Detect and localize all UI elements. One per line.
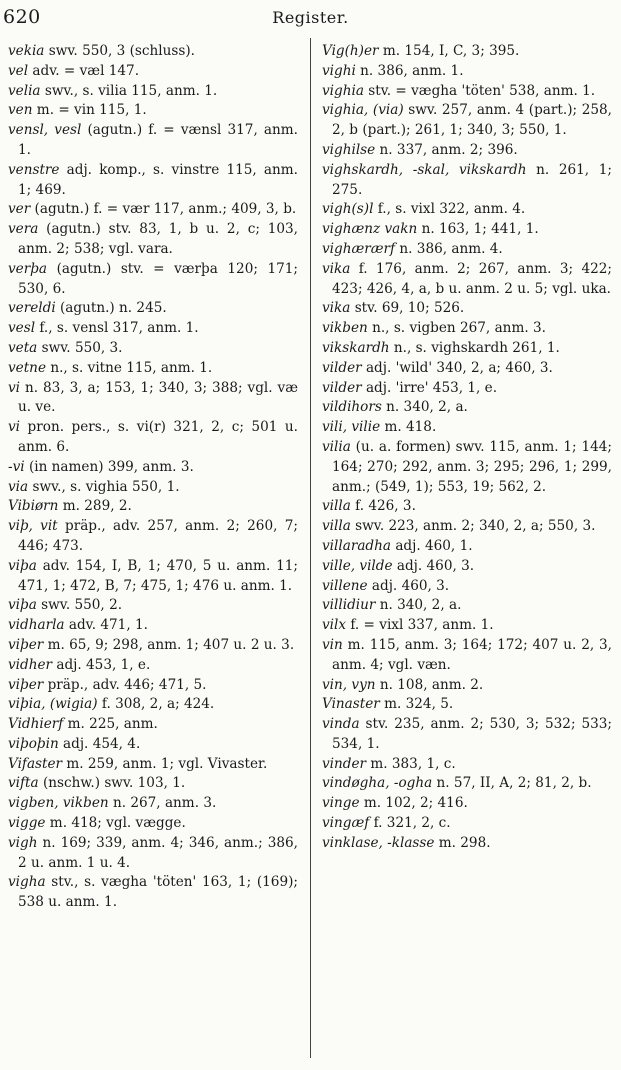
entry-lemma: vinda	[322, 716, 360, 733]
entry-lemma: via	[8, 478, 29, 495]
entry-references: adv. = væl 147.	[28, 62, 140, 79]
index-entry	[8, 359, 298, 379]
entry-references: m. 115, anm. 3; 164; 172; 407 u. 2, 3, anm. 4; vgl. væn.	[332, 636, 612, 673]
entry-lemma: vilia	[322, 438, 351, 455]
entry-lemma: ville, vilde	[322, 557, 393, 574]
entry-references: m. 102, 2; 416.	[359, 795, 468, 812]
entry-lemma: vinge	[322, 795, 360, 812]
entry-lemma: vika	[322, 300, 351, 317]
entry-lemma: vildihors	[322, 399, 382, 416]
entry-lemma: vighia	[322, 82, 364, 99]
entry-references: n. 261, 1; 275.	[332, 161, 612, 198]
entry-lemma: ver	[8, 201, 31, 218]
index-entry	[8, 517, 298, 557]
entry-lemma: vidharla	[8, 617, 65, 634]
index-entry	[322, 695, 612, 715]
entry-lemma: vin	[322, 636, 343, 653]
entry-lemma: vi	[8, 379, 21, 396]
entry-lemma: vighænz vakn	[322, 221, 418, 238]
index-entry	[322, 82, 612, 102]
index-entry	[322, 200, 612, 220]
entry-references: n. 386, anm. 4.	[395, 240, 503, 257]
entry-references: swv. 550, 3.	[37, 339, 123, 356]
entry-lemma: vesl	[8, 320, 36, 337]
index-entry	[322, 62, 612, 82]
index-entry	[322, 774, 612, 794]
entry-lemma: vetne	[8, 359, 46, 376]
entry-references: (agutn.) stv. 83, 1, b u. 2, c; 103, anm. 2; 538; vgl. vara.	[18, 221, 298, 257]
index-entry	[322, 794, 612, 814]
entry-lemma: vika	[322, 260, 351, 277]
entry-lemma: -vi	[8, 458, 25, 475]
index-entry	[8, 220, 298, 260]
entry-references: m. 289, 2.	[58, 498, 132, 515]
index-entry	[322, 161, 612, 201]
entry-lemma: vi	[8, 419, 21, 436]
index-entry	[8, 478, 298, 498]
entry-references: n. 83, 3, a; 153, 1; 340, 3; 388; vgl. væ u. ve.	[18, 379, 298, 416]
entry-lemma: viþoþin	[8, 735, 59, 752]
index-entry	[8, 42, 298, 62]
entry-references: stv. 69, 10; 526.	[350, 300, 465, 317]
index-entry	[8, 656, 298, 676]
index-entry	[8, 101, 298, 121]
index-entry	[322, 42, 612, 62]
entry-references: adv. 154, I, B, 1; 470, 5 u. anm. 11; 471, 1; 472, B, 7; 475, 1; 476 u. anm. 1.	[18, 557, 298, 594]
entry-references: (agutn.) f. = vænsl 317, anm. 1.	[18, 122, 298, 158]
index-entry	[322, 379, 612, 399]
entry-lemma: Vidhierf	[8, 716, 64, 733]
index-entry	[8, 379, 298, 419]
entry-lemma: vili, vilie	[322, 419, 381, 436]
entry-lemma: Vibiørn	[8, 498, 59, 515]
entry-lemma: vilx	[322, 617, 347, 634]
entry-lemma: vereldi	[8, 300, 56, 317]
right-column	[322, 42, 612, 854]
index-entry	[322, 834, 612, 854]
entry-lemma: Vifaster	[8, 755, 63, 772]
index-entry	[322, 141, 612, 161]
entry-lemma: viþer	[8, 676, 44, 693]
index-entry	[8, 260, 298, 300]
entry-lemma: vindøgha, -ogha	[322, 775, 433, 792]
index-entry	[322, 715, 612, 755]
index-entry	[8, 676, 298, 696]
index-entry	[8, 873, 298, 913]
index-entry	[8, 814, 298, 834]
entry-references: n. 163, 1; 441, 1.	[417, 221, 539, 238]
index-entry	[322, 319, 612, 339]
entry-references: adj. 'wild' 340, 2, a; 460, 3.	[361, 359, 553, 376]
index-entry	[8, 62, 298, 82]
entry-references: adj. 454, 4.	[58, 735, 141, 752]
entry-lemma: villaradha	[322, 537, 391, 554]
index-entry	[8, 418, 298, 458]
entry-references: swv. 223, anm. 2; 340, 2, a; 550, 3.	[350, 518, 596, 535]
entry-references: adj. 'irre' 453, 1, e.	[361, 379, 498, 396]
index-entry	[322, 557, 612, 577]
entry-references: m. 383, 1, c.	[366, 755, 456, 772]
entry-references: m. 418.	[380, 419, 437, 436]
index-entry	[322, 755, 612, 775]
entry-references: f., s. vixl 322, anm. 4.	[373, 201, 526, 218]
index-entry	[8, 121, 298, 161]
entry-lemma: vensl, vesl	[8, 122, 82, 139]
page-header	[0, 6, 621, 32]
left-column	[8, 42, 298, 913]
entry-lemma: vel	[8, 62, 29, 79]
index-entry	[8, 200, 298, 220]
entry-lemma: vekia	[8, 43, 45, 59]
entry-references: m. 154, I, C, 3; 395.	[378, 43, 520, 59]
entry-references: adj. 460, 3.	[392, 557, 475, 574]
entry-references: adv. 471, 1.	[64, 617, 148, 634]
entry-lemma: vin, vyn	[322, 676, 376, 693]
entry-lemma: vigge	[8, 815, 46, 832]
index-entry	[322, 577, 612, 597]
entry-references: (u. a. formen) swv. 115, anm. 1; 144; 164; 270; 292, anm. 3; 295; 296, 1; 299, anm.; (549, 1); 553, 19; 562, 2.	[332, 438, 612, 495]
entry-references: f. 176, anm. 2; 267, anm. 3; 422; 423; 426, 4, a, b u. anm. 2 u. 5; vgl. uka.	[332, 260, 612, 297]
entry-references: f. 426, 3.	[350, 498, 416, 515]
index-entry	[322, 497, 612, 517]
entry-lemma: vinklase, -klasse	[322, 834, 435, 851]
entry-references: swv. 550, 2.	[36, 597, 123, 614]
entry-lemma: viþia, (wigia)	[8, 696, 98, 713]
entry-references: (agutn.) stv. = værþa 120; 171; 530, 6.	[18, 260, 298, 297]
entry-lemma: viþa	[8, 557, 37, 574]
index-entry	[8, 735, 298, 755]
index-entry	[8, 161, 298, 201]
index-entry	[8, 339, 298, 359]
entry-references: stv. 235, anm. 2; 530, 3; 532; 533; 534, 1.	[332, 716, 612, 752]
entry-lemma: vigh(s)l	[322, 201, 374, 218]
page-title: Register.	[272, 8, 349, 27]
entry-references: stv. = vægha 'töten' 538, anm. 1.	[363, 82, 596, 99]
index-entry	[322, 398, 612, 418]
entry-lemma: veta	[8, 339, 38, 356]
entry-references: stv., s. vægha 'töten' 163, 1; (169); 538 u. anm. 1.	[18, 874, 298, 911]
entry-lemma: Vinaster	[322, 696, 380, 713]
index-entry	[8, 458, 298, 478]
column-divider	[310, 38, 311, 1058]
entry-lemma: villa	[322, 498, 351, 515]
entry-lemma: viþa	[8, 597, 37, 614]
entry-references: n. 386, anm. 1.	[355, 62, 464, 79]
index-entry	[8, 794, 298, 814]
index-entry	[8, 319, 298, 339]
entry-references: m. 324, 5.	[379, 696, 454, 713]
entry-lemma: vighia, (via)	[322, 102, 404, 119]
entry-lemma: venstre	[8, 161, 60, 178]
entry-references: m. 225, anm.	[63, 716, 158, 733]
entry-lemma: ven	[8, 102, 33, 119]
entry-references: n. 57, II, A, 2; 81, 2, b.	[432, 775, 592, 792]
entry-references: (agutn.) n. 245.	[55, 300, 167, 317]
entry-references: m. 298.	[434, 834, 491, 851]
entry-references: n., s. vighskardh 261, 1.	[389, 339, 560, 356]
entry-references: adj. komp., s. vinstre 115, anm. 1; 469.	[18, 161, 298, 198]
index-entry	[8, 755, 298, 775]
index-entry	[322, 260, 612, 300]
entry-lemma: velia	[8, 82, 41, 99]
entry-references: f. 308, 2, a; 424.	[97, 696, 215, 713]
entry-references: präp., adv. 257, anm. 2; 260, 7; 446; 473.	[18, 518, 298, 554]
index-entry	[322, 220, 612, 240]
entry-references: n. 340, 2, a.	[381, 399, 468, 416]
index-entry	[322, 676, 612, 696]
entry-lemma: viþ, vit	[8, 518, 58, 535]
entry-lemma: viþer	[8, 636, 44, 653]
index-entry	[8, 299, 298, 319]
entry-lemma: vingæf	[322, 815, 370, 832]
index-entry	[322, 537, 612, 557]
entry-references: m. = vin 115, 1.	[32, 102, 147, 119]
entry-lemma: vighi	[322, 62, 356, 79]
entry-lemma: vigben, vikben	[8, 795, 109, 812]
index-entry	[322, 299, 612, 319]
entry-references: pron. pers., s. vi(r) 321, 2, c; 501 u. anm. 6.	[18, 419, 298, 455]
index-entry	[8, 834, 298, 874]
entry-references: swv. 550, 3 (schluss).	[44, 43, 195, 59]
entry-references: m. 418; vgl. vægge.	[45, 815, 186, 832]
index-entry	[322, 596, 612, 616]
index-entry	[322, 814, 612, 834]
entry-references: n. 337, anm. 2; 396.	[375, 141, 518, 158]
entry-lemma: vighilse	[322, 141, 376, 158]
entry-lemma: vighskardh, -skal, vikskardh	[322, 161, 527, 178]
index-entry	[8, 596, 298, 616]
entry-lemma: vinder	[322, 755, 367, 772]
entry-references: swv. 257, anm. 4 (part.); 258, 2, b (part.); 261, 1; 340, 3; 550, 1.	[332, 102, 612, 139]
entry-references: adj. 460, 1.	[391, 537, 473, 554]
entry-references: swv., s. vighia 550, 1.	[28, 478, 180, 495]
entry-lemma: villene	[322, 577, 368, 594]
entry-lemma: villa	[322, 518, 351, 535]
entry-lemma: vikben	[322, 320, 368, 337]
index-entry	[322, 240, 612, 260]
index-entry	[322, 517, 612, 537]
entry-references: (nschw.) swv. 103, 1.	[38, 775, 186, 792]
index-entry	[322, 359, 612, 379]
index-entry	[8, 695, 298, 715]
entry-references: n., s. vitne 115, anm. 1.	[46, 359, 213, 376]
entry-references: n. 169; 339, anm. 4; 346, anm.; 386, 2 u. anm. 1 u. 4.	[18, 834, 298, 871]
index-entry	[8, 557, 298, 597]
entry-references: n. 267, anm. 3.	[108, 795, 217, 812]
entry-references: f., s. vensl 317, anm. 1.	[35, 320, 199, 337]
entry-references: adj. 460, 3.	[367, 577, 450, 594]
entry-lemma: vighærærf	[322, 240, 396, 257]
index-entry	[8, 715, 298, 735]
entry-lemma: vilder	[322, 379, 362, 396]
entry-lemma: vera	[8, 221, 39, 238]
entry-lemma: vigha	[8, 874, 46, 891]
entry-references: präp., adv. 446; 471, 5.	[43, 676, 207, 693]
index-entry	[322, 616, 612, 636]
entry-references: m. 65, 9; 298, anm. 1; 407 u. 2 u. 3.	[43, 636, 295, 653]
entry-lemma: villidiur	[322, 597, 376, 614]
index-entry	[8, 616, 298, 636]
index-entry	[322, 438, 612, 497]
index-entry	[8, 774, 298, 794]
entry-references: f. 321, 2, c.	[369, 815, 451, 832]
index-entry	[8, 636, 298, 656]
entry-references: f. = vixl 337, anm. 1.	[346, 617, 494, 634]
index-entry	[322, 636, 612, 676]
entry-references: (agutn.) f. = vær 117, anm.; 409, 3, b.	[30, 201, 297, 218]
page-number: 620	[3, 6, 41, 28]
entry-references: m. 259, anm. 1; vgl. Vivaster.	[62, 755, 268, 772]
index-entry	[322, 418, 612, 438]
entry-lemma: vidher	[8, 656, 53, 673]
entry-lemma: vifta	[8, 775, 39, 792]
entry-lemma: vilder	[322, 359, 362, 376]
entry-lemma: verþa	[8, 260, 48, 277]
index-entry	[322, 101, 612, 141]
entry-references: adj. 453, 1, e.	[52, 656, 151, 673]
entry-references: n. 340, 2, a.	[375, 597, 462, 614]
index-entry	[322, 339, 612, 359]
entry-lemma: vigh	[8, 834, 38, 851]
entry-references: n., s. vigben 267, anm. 3.	[367, 320, 546, 337]
entry-references: swv., s. vilia 115, anm. 1.	[40, 82, 218, 99]
entry-lemma: Vig(h)er	[322, 43, 379, 59]
index-entry	[8, 497, 298, 517]
entry-references: n. 108, anm. 2.	[375, 676, 484, 693]
entry-references: (in namen) 399, anm. 3.	[24, 458, 194, 475]
index-entry	[8, 82, 298, 102]
entry-lemma: vikskardh	[322, 339, 390, 356]
